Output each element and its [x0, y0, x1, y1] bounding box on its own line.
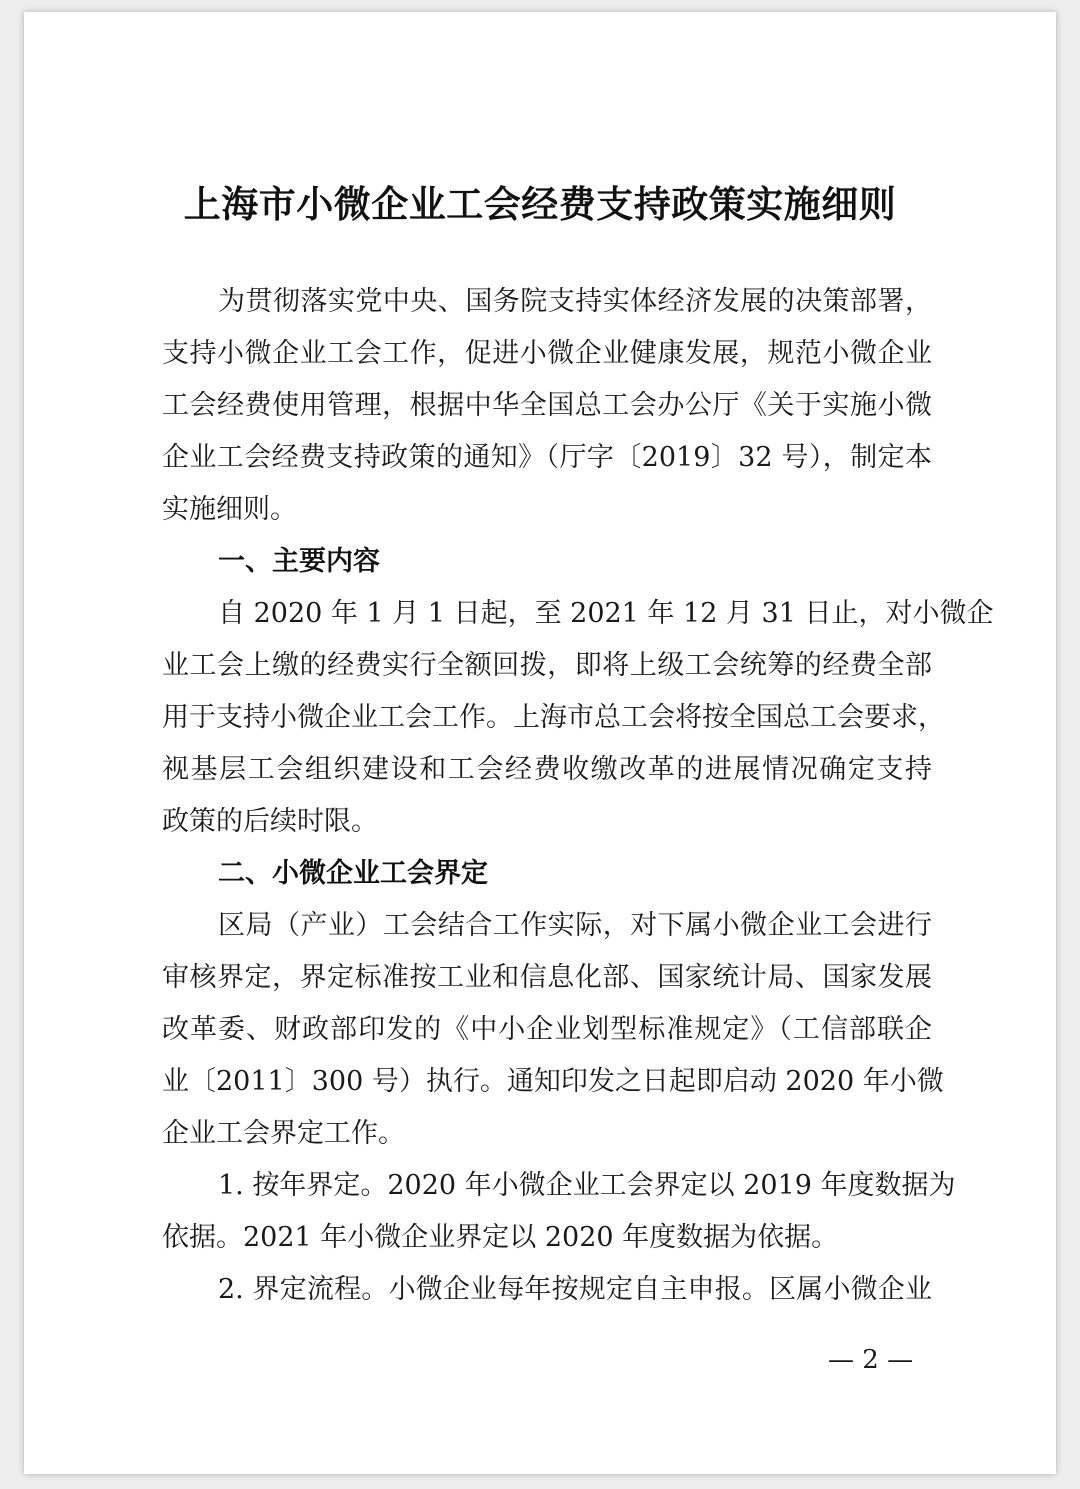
paragraph-line: 实施细则。 — [162, 494, 297, 525]
paragraph-line: 自 2020 年 1 月 1 日起，至 2021 年 12 月 31 日止，对小微企 — [218, 598, 994, 629]
paragraph-line: 2. 界定流程。小微企业每年按规定自主申报。区属小微企业 — [218, 1274, 932, 1305]
paragraph-line: 支持小微企业工会工作，促进小微企业健康发展，规范小微企业 — [162, 338, 932, 369]
paragraph-line: 依据。2021 年小微企业界定以 2020 年度数据为依据。 — [162, 1222, 839, 1253]
section-heading: 一、主要内容 — [218, 546, 380, 577]
paragraph-line: 区局（产业）工会结合工作实际，对下属小微企业工会进行 — [218, 910, 932, 941]
paragraph-line: 为贯彻落实党中央、国务院支持实体经济发展的决策部署， — [218, 286, 932, 317]
paragraph-line: 业〔2011〕300 号）执行。通知印发之日起即启动 2020 年小微 — [162, 1066, 944, 1097]
section-heading: 二、小微企业工会界定 — [218, 858, 488, 889]
paragraph-line: 业工会上缴的经费实行全额回拨，即将上级工会统筹的经费全部 — [162, 650, 932, 681]
paragraph-line: 企业工会经费支持政策的通知》（厅字〔2019〕32 号），制定本 — [162, 442, 932, 473]
paragraph-line: 视基层工会组织建设和工会经费收缴改革的进展情况确定支持 — [162, 754, 932, 785]
paragraph-line: 改革委、财政部印发的《中小企业划型标准规定》（工信部联企 — [162, 1014, 932, 1045]
paragraph-line: 审核界定，界定标准按工业和信息化部、国家统计局、国家发展 — [162, 962, 932, 993]
document-title: 上海市小微企业工会经费支持政策实施细则 — [183, 182, 897, 226]
paragraph-line: 1. 按年界定。2020 年小微企业工会界定以 2019 年度数据为 — [218, 1170, 956, 1201]
paragraph-line: 用于支持小微企业工会工作。上海市总工会将按全国总工会要求， — [162, 702, 945, 733]
page-number: — 2 — — [828, 1345, 914, 1375]
paragraph-line: 政策的后续时限。 — [162, 806, 378, 837]
paragraph-line: 工会经费使用管理，根据中华全国总工会办公厅《关于实施小微 — [162, 390, 932, 421]
paragraph-line: 企业工会界定工作。 — [162, 1118, 405, 1149]
